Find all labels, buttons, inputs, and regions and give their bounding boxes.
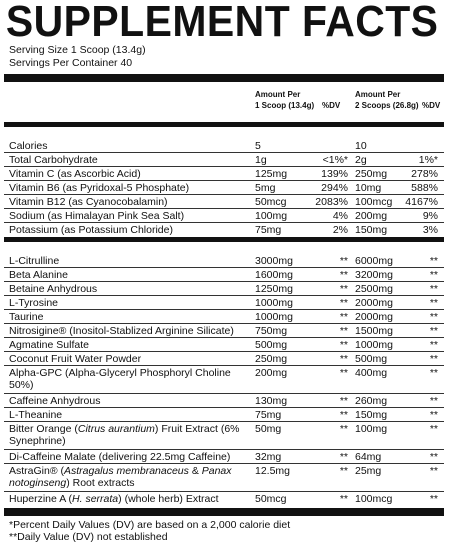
dv-per-scoop: **: [339, 451, 348, 463]
dv-per-two-scoops: **: [429, 395, 438, 407]
ingredient-name: Coconut Fruit Water Powder: [9, 353, 142, 365]
amount-per-two-scoops: 2000mg: [355, 297, 393, 309]
ingredient-name: Alpha-GPC (Alpha-Glyceryl Phosphoryl Choline 50%): [9, 367, 231, 391]
amount-per-scoop: 1250mg: [255, 283, 293, 295]
ingredient-name: Betaine Anhydrous: [9, 283, 98, 295]
amount-per-scoop: 1600mg: [255, 269, 293, 281]
dv1-header: %DV: [322, 101, 341, 110]
amount2-header-line2: 2 Scoops (26.8g): [355, 101, 419, 110]
table-row: [4, 254, 444, 268]
ingredient-name: Taurine: [9, 311, 44, 323]
dv-per-two-scoops: 278%: [411, 168, 438, 180]
amount-per-two-scoops: 150mg: [355, 224, 388, 236]
table-row: [4, 366, 444, 394]
table-row: [4, 195, 444, 209]
dv-per-two-scoops: **: [429, 269, 438, 281]
amount-per-two-scoops: 100mcg: [355, 493, 393, 505]
amount-per-scoop: 5: [255, 140, 261, 152]
dv-per-scoop: **: [339, 255, 348, 267]
dv-per-two-scoops: **: [429, 255, 438, 267]
ingredient-name: Vitamin B6 (as Pyridoxal-5 Phosphate): [9, 182, 190, 194]
ingredient-name: L-Citrulline: [9, 255, 60, 267]
amount-per-scoop: 1g: [255, 154, 267, 166]
amount-per-two-scoops: 1000mg: [355, 339, 393, 351]
dv-per-scoop: <1%*: [322, 154, 348, 166]
amount-per-scoop: 130mg: [255, 395, 288, 407]
ingredient-name: AstraGin® (Astragalus membranaceus & Panax notoginseng) Root extracts: [9, 465, 232, 489]
dv-per-two-scoops: **: [429, 283, 438, 295]
dv-per-two-scoops: 3%: [422, 224, 438, 236]
ingredient-name: Beta Alanine: [9, 269, 68, 281]
amount-per-scoop: 50mcg: [255, 493, 287, 505]
dv-per-scoop: **: [339, 325, 348, 337]
nutrient-section: [4, 139, 444, 237]
dv-per-scoop: 2%: [332, 224, 348, 236]
ingredient-name: Bitter Orange (Citrus aurantium) Fruit Extract (6% Synephrine): [9, 423, 240, 447]
amount-per-scoop: 100mg: [255, 210, 288, 222]
dv-per-scoop: **: [339, 283, 348, 295]
amount-per-two-scoops: 260mg: [355, 395, 388, 407]
amount-per-scoop: 250mg: [255, 353, 288, 365]
column-header: [4, 82, 444, 122]
supplement-facts-label: [4, 0, 444, 543]
footnote-dv: *Percent Daily Values (DV) are based on a 2,000 calorie diet: [9, 519, 291, 531]
amount-per-two-scoops: 500mg: [355, 353, 388, 365]
amount-per-two-scoops: 100mcg: [355, 196, 393, 208]
dv-per-two-scoops: **: [429, 451, 438, 463]
amount-per-two-scoops: 2g: [355, 154, 367, 166]
amount-per-scoop: 1000mg: [255, 311, 293, 323]
table-row: [4, 352, 444, 366]
amount-per-two-scoops: 2500mg: [355, 283, 393, 295]
amount-per-scoop: 1000mg: [255, 297, 293, 309]
dv-per-two-scoops: **: [429, 353, 438, 365]
ingredient-name: Total Carbohydrate: [9, 154, 98, 166]
table-row: [4, 223, 444, 237]
footnote-not-established: **Daily Value (DV) not established: [9, 531, 168, 543]
ingredient-name: Sodium (as Himalayan Pink Sea Salt): [9, 210, 185, 222]
dv-per-two-scoops: 4167%: [405, 196, 438, 208]
amount-per-scoop: 500mg: [255, 339, 288, 351]
amount-per-scoop: 75mg: [255, 224, 282, 236]
amount-per-scoop: 50mcg: [255, 196, 287, 208]
dv2-header: %DV: [422, 101, 441, 110]
spacer: [4, 242, 444, 254]
ingredient-name: L-Tyrosine: [9, 297, 59, 309]
amount-per-two-scoops: 1500mg: [355, 325, 393, 337]
dv-per-two-scoops: **: [429, 311, 438, 323]
table-row: [4, 167, 444, 181]
amount-per-two-scoops: 400mg: [355, 367, 388, 379]
amount-per-scoop: 75mg: [255, 409, 282, 421]
amount-per-scoop: 750mg: [255, 325, 288, 337]
amount-per-two-scoops: 10mg: [355, 182, 382, 194]
amount-per-two-scoops: 150mg: [355, 409, 388, 421]
dv-per-two-scoops: **: [429, 367, 438, 379]
ingredient-name: Di-Caffeine Malate (delivering 22.5mg Caffeine): [9, 451, 231, 463]
serving-size: Serving Size 1 Scoop (13.4g): [9, 44, 146, 56]
amount-per-two-scoops: 10: [355, 140, 367, 152]
table-row: [4, 139, 444, 153]
ingredient-name: Vitamin C (as Ascorbic Acid): [9, 168, 141, 180]
table-row: [4, 394, 444, 408]
servings-per-container: Servings Per Container 40: [9, 57, 133, 69]
amount-per-scoop: 50mg: [255, 423, 282, 435]
ingredient-name: Calories: [9, 140, 48, 152]
divider-thick: [4, 508, 444, 516]
ingredient-name: L-Theanine: [9, 409, 63, 421]
table-row: [4, 296, 444, 310]
table-row: [4, 324, 444, 338]
ingredient-name: Potassium (as Potassium Chloride): [9, 224, 173, 236]
dv-per-scoop: 4%: [332, 210, 348, 222]
dv-per-two-scoops: **: [429, 339, 438, 351]
dv-per-scoop: 139%: [321, 168, 348, 180]
amount2-header-line1: Amount Per: [355, 90, 401, 99]
dv-per-two-scoops: **: [429, 465, 438, 477]
ingredient-name: Agmatine Sulfate: [9, 339, 89, 351]
dv-per-scoop: **: [339, 311, 348, 323]
ingredient-name: Huperzine A (H. serrata) (whole herb) Extract: [9, 493, 219, 505]
amount-per-scoop: 12.5mg: [255, 465, 291, 477]
dv-per-two-scoops: 9%: [422, 210, 438, 222]
table-row: [4, 422, 444, 450]
dv-per-scoop: **: [339, 395, 348, 407]
table-row: [4, 338, 444, 352]
dv-per-scoop: **: [339, 297, 348, 309]
label-title: SUPPLEMENT FACTS: [5, 0, 439, 46]
ingredient-name: Nitrosigine® (Inositol-Stablized Arginine Silicate): [9, 325, 234, 337]
table-row: [4, 408, 444, 422]
amount-per-two-scoops: 6000mg: [355, 255, 393, 267]
amount-per-two-scoops: 100mg: [355, 423, 388, 435]
amount-per-two-scoops: 2000mg: [355, 311, 393, 323]
dv-per-scoop: **: [339, 423, 348, 435]
spacer: [4, 127, 444, 139]
dv-per-scoop: **: [339, 409, 348, 421]
dv-per-scoop: **: [339, 339, 348, 351]
amount-per-two-scoops: 200mg: [355, 210, 388, 222]
amount1-header-line2: 1 Scoop (13.4g): [255, 101, 315, 110]
ingredient-name: Caffeine Anhydrous: [9, 395, 101, 407]
table-row: [4, 450, 444, 464]
amount-per-scoop: 32mg: [255, 451, 282, 463]
table-row: [4, 153, 444, 167]
amount-per-two-scoops: 64mg: [355, 451, 382, 463]
amount-per-two-scoops: 25mg: [355, 465, 382, 477]
dv-per-scoop: **: [339, 493, 348, 505]
dv-per-scoop: 2083%: [315, 196, 348, 208]
table-row: [4, 268, 444, 282]
dv-per-two-scoops: 588%: [411, 182, 438, 194]
amount-per-two-scoops: 3200mg: [355, 269, 393, 281]
amount-per-scoop: 3000mg: [255, 255, 293, 267]
ingredient-section: [4, 254, 444, 506]
ingredient-name: Vitamin B12 (as Cyanocobalamin): [9, 196, 168, 208]
dv-per-two-scoops: **: [429, 493, 438, 505]
dv-per-two-scoops: 1%*: [418, 154, 438, 166]
dv-per-scoop: **: [339, 367, 348, 379]
table-row: [4, 181, 444, 195]
table-row: [4, 310, 444, 324]
dv-per-scoop: **: [339, 465, 348, 477]
dv-per-two-scoops: **: [429, 409, 438, 421]
dv-per-two-scoops: **: [429, 423, 438, 435]
dv-per-scoop: **: [339, 353, 348, 365]
amount1-header-line1: Amount Per: [255, 90, 301, 99]
dv-per-two-scoops: **: [429, 297, 438, 309]
divider-thick: [4, 74, 444, 82]
amount-per-scoop: 125mg: [255, 168, 288, 180]
amount-per-scoop: 200mg: [255, 367, 288, 379]
dv-per-scoop: 294%: [321, 182, 348, 194]
table-row: [4, 464, 444, 492]
table-row: [4, 492, 444, 506]
table-row: [4, 209, 444, 223]
amount-per-scoop: 5mg: [255, 182, 276, 194]
table-row: [4, 282, 444, 296]
dv-per-two-scoops: **: [429, 325, 438, 337]
dv-per-scoop: **: [339, 269, 348, 281]
amount-per-two-scoops: 250mg: [355, 168, 388, 180]
